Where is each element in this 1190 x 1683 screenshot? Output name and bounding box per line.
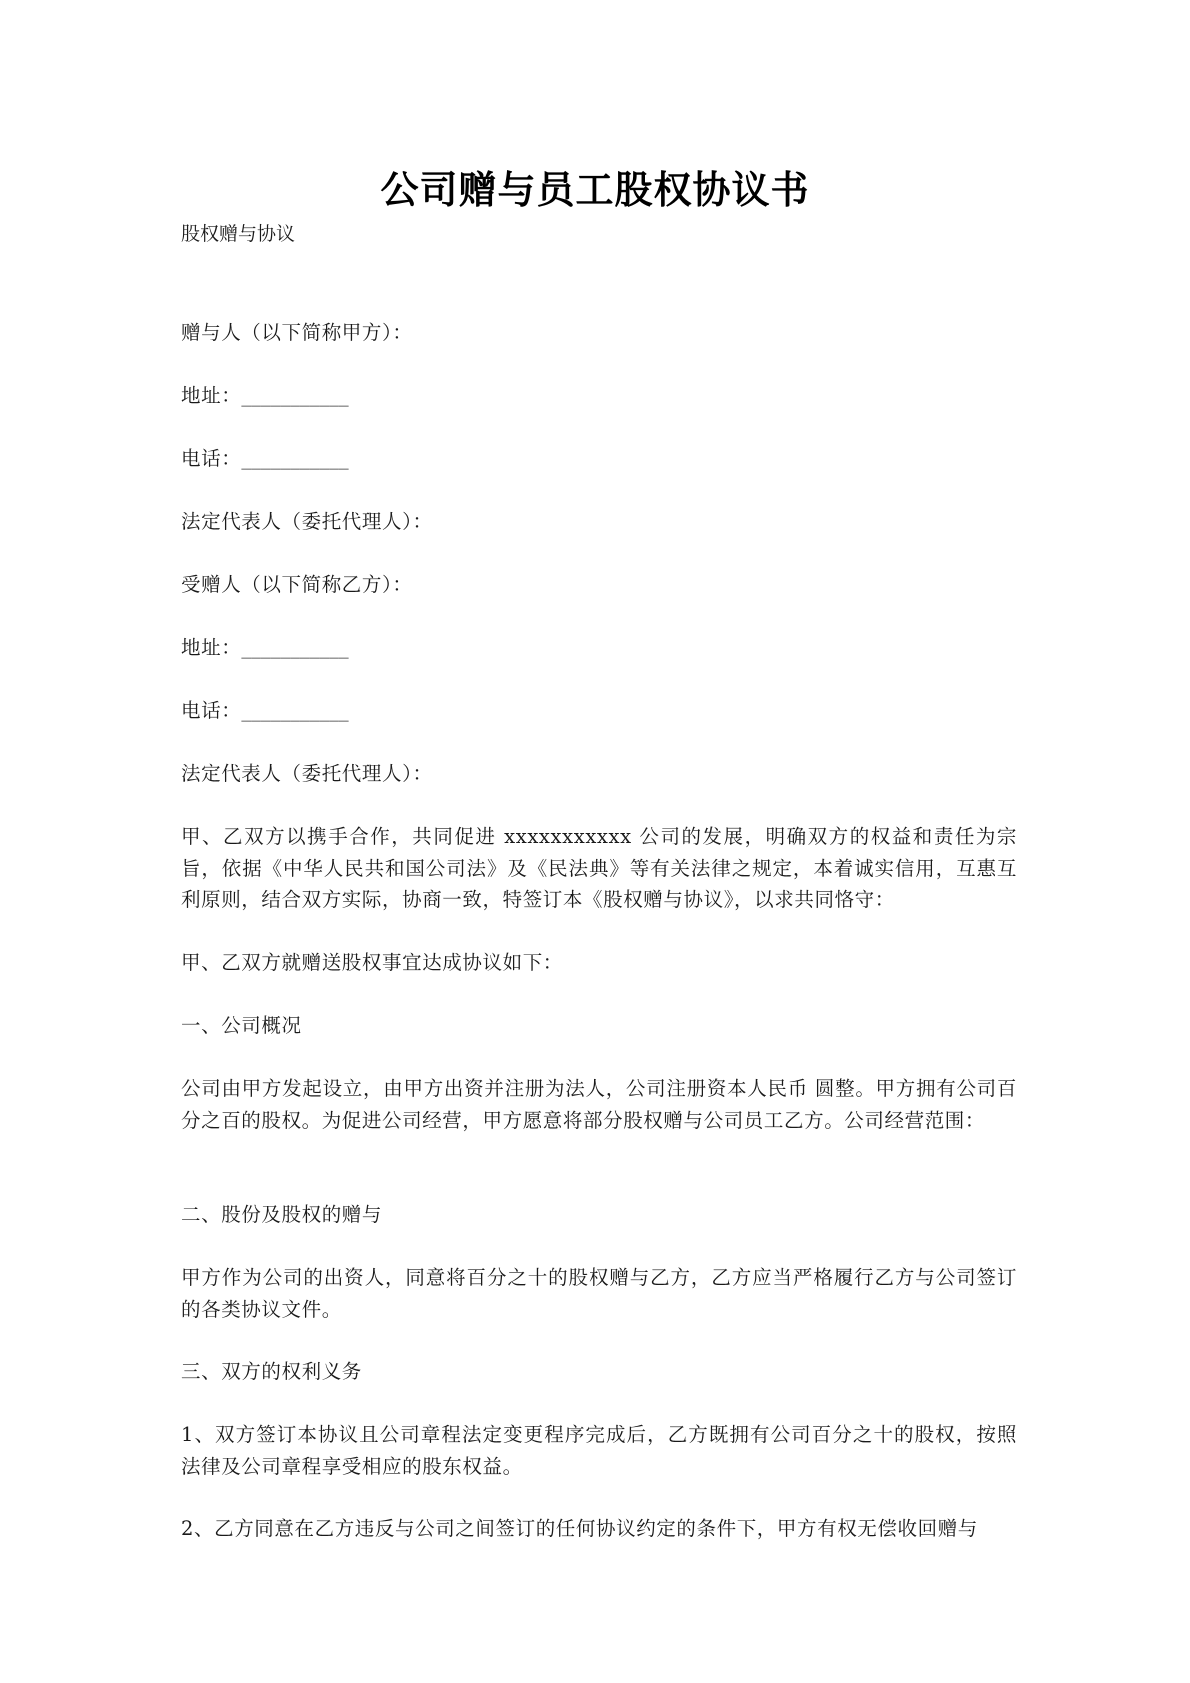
party-b-address-blank: ___________ — [241, 636, 349, 659]
party-a-phone-blank: ___________ — [241, 447, 349, 470]
party-a-representative: 法定代表人（委托代理人）： — [181, 510, 433, 533]
party-b-representative: 法定代表人（委托代理人）： — [181, 762, 433, 785]
party-b-phone — [181, 695, 1017, 726]
section-1-paragraph: 公司由甲方发起设立，由甲方出资并注册为法人，公司注册资本人民币 圆整。甲方拥有公司百分之百的股权。为促进公司经营，甲方愿意将部分股权赠与公司员工乙方。公司经营范围： — [181, 1077, 1017, 1132]
party-a-address — [181, 380, 1017, 411]
party-a-label: 赠与人（以下简称甲方）： — [181, 321, 413, 344]
party-a-phone — [181, 443, 1017, 474]
agreement-intro: 甲、乙双方就赠送股权事宜达成协议如下： — [181, 951, 563, 974]
party-b-label: 受赠人（以下简称乙方）： — [181, 573, 413, 596]
preamble-paragraph: 甲、乙双方以携手合作，共同促进 xxxxxxxxxxx 公司的发展，明确双方的权益和责任为宗旨，依据《中华人民共和国公司法》及《民法典》等有关法律之规定，本着诚实信用，互惠互利原则，结合双方实际，协商一致，特签订本《股权赠与协议》，以求共同恪守： — [181, 825, 1017, 911]
party-b-phone-blank: ___________ — [241, 699, 349, 722]
section-3-clause-2: 2、乙方同意在乙方违反与公司之间签订的任何协议约定的条件下，甲方有权无偿收回赠与 — [181, 1517, 978, 1540]
party-b-address — [181, 632, 1017, 663]
party-a-phone-label: 电话： — [181, 447, 242, 470]
party-b-phone-label: 电话： — [181, 699, 242, 722]
party-b-address-label: 地址： — [181, 636, 242, 659]
document-subtitle: 股权赠与协议 — [181, 223, 296, 245]
party-a-address-blank: ___________ — [241, 384, 349, 407]
section-2-paragraph: 甲方作为公司的出资人，同意将百分之十的股权赠与乙方，乙方应当严格履行乙方与公司签订的各类协议文件。 — [181, 1266, 1017, 1321]
section-1-heading: 一、公司概况 — [181, 1014, 302, 1037]
section-2-heading: 二、股份及股权的赠与 — [181, 1203, 383, 1226]
section-3-clause-1: 1、双方签订本协议且公司章程法定变更程序完成后，乙方既拥有公司百分之十的股权，按照法律及公司章程享受相应的股东权益。 — [181, 1423, 1017, 1478]
document-title: 公司赠与员工股权协议书 — [380, 168, 810, 212]
party-a-address-label: 地址： — [181, 384, 242, 407]
section-3-heading: 三、双方的权利义务 — [181, 1360, 362, 1383]
